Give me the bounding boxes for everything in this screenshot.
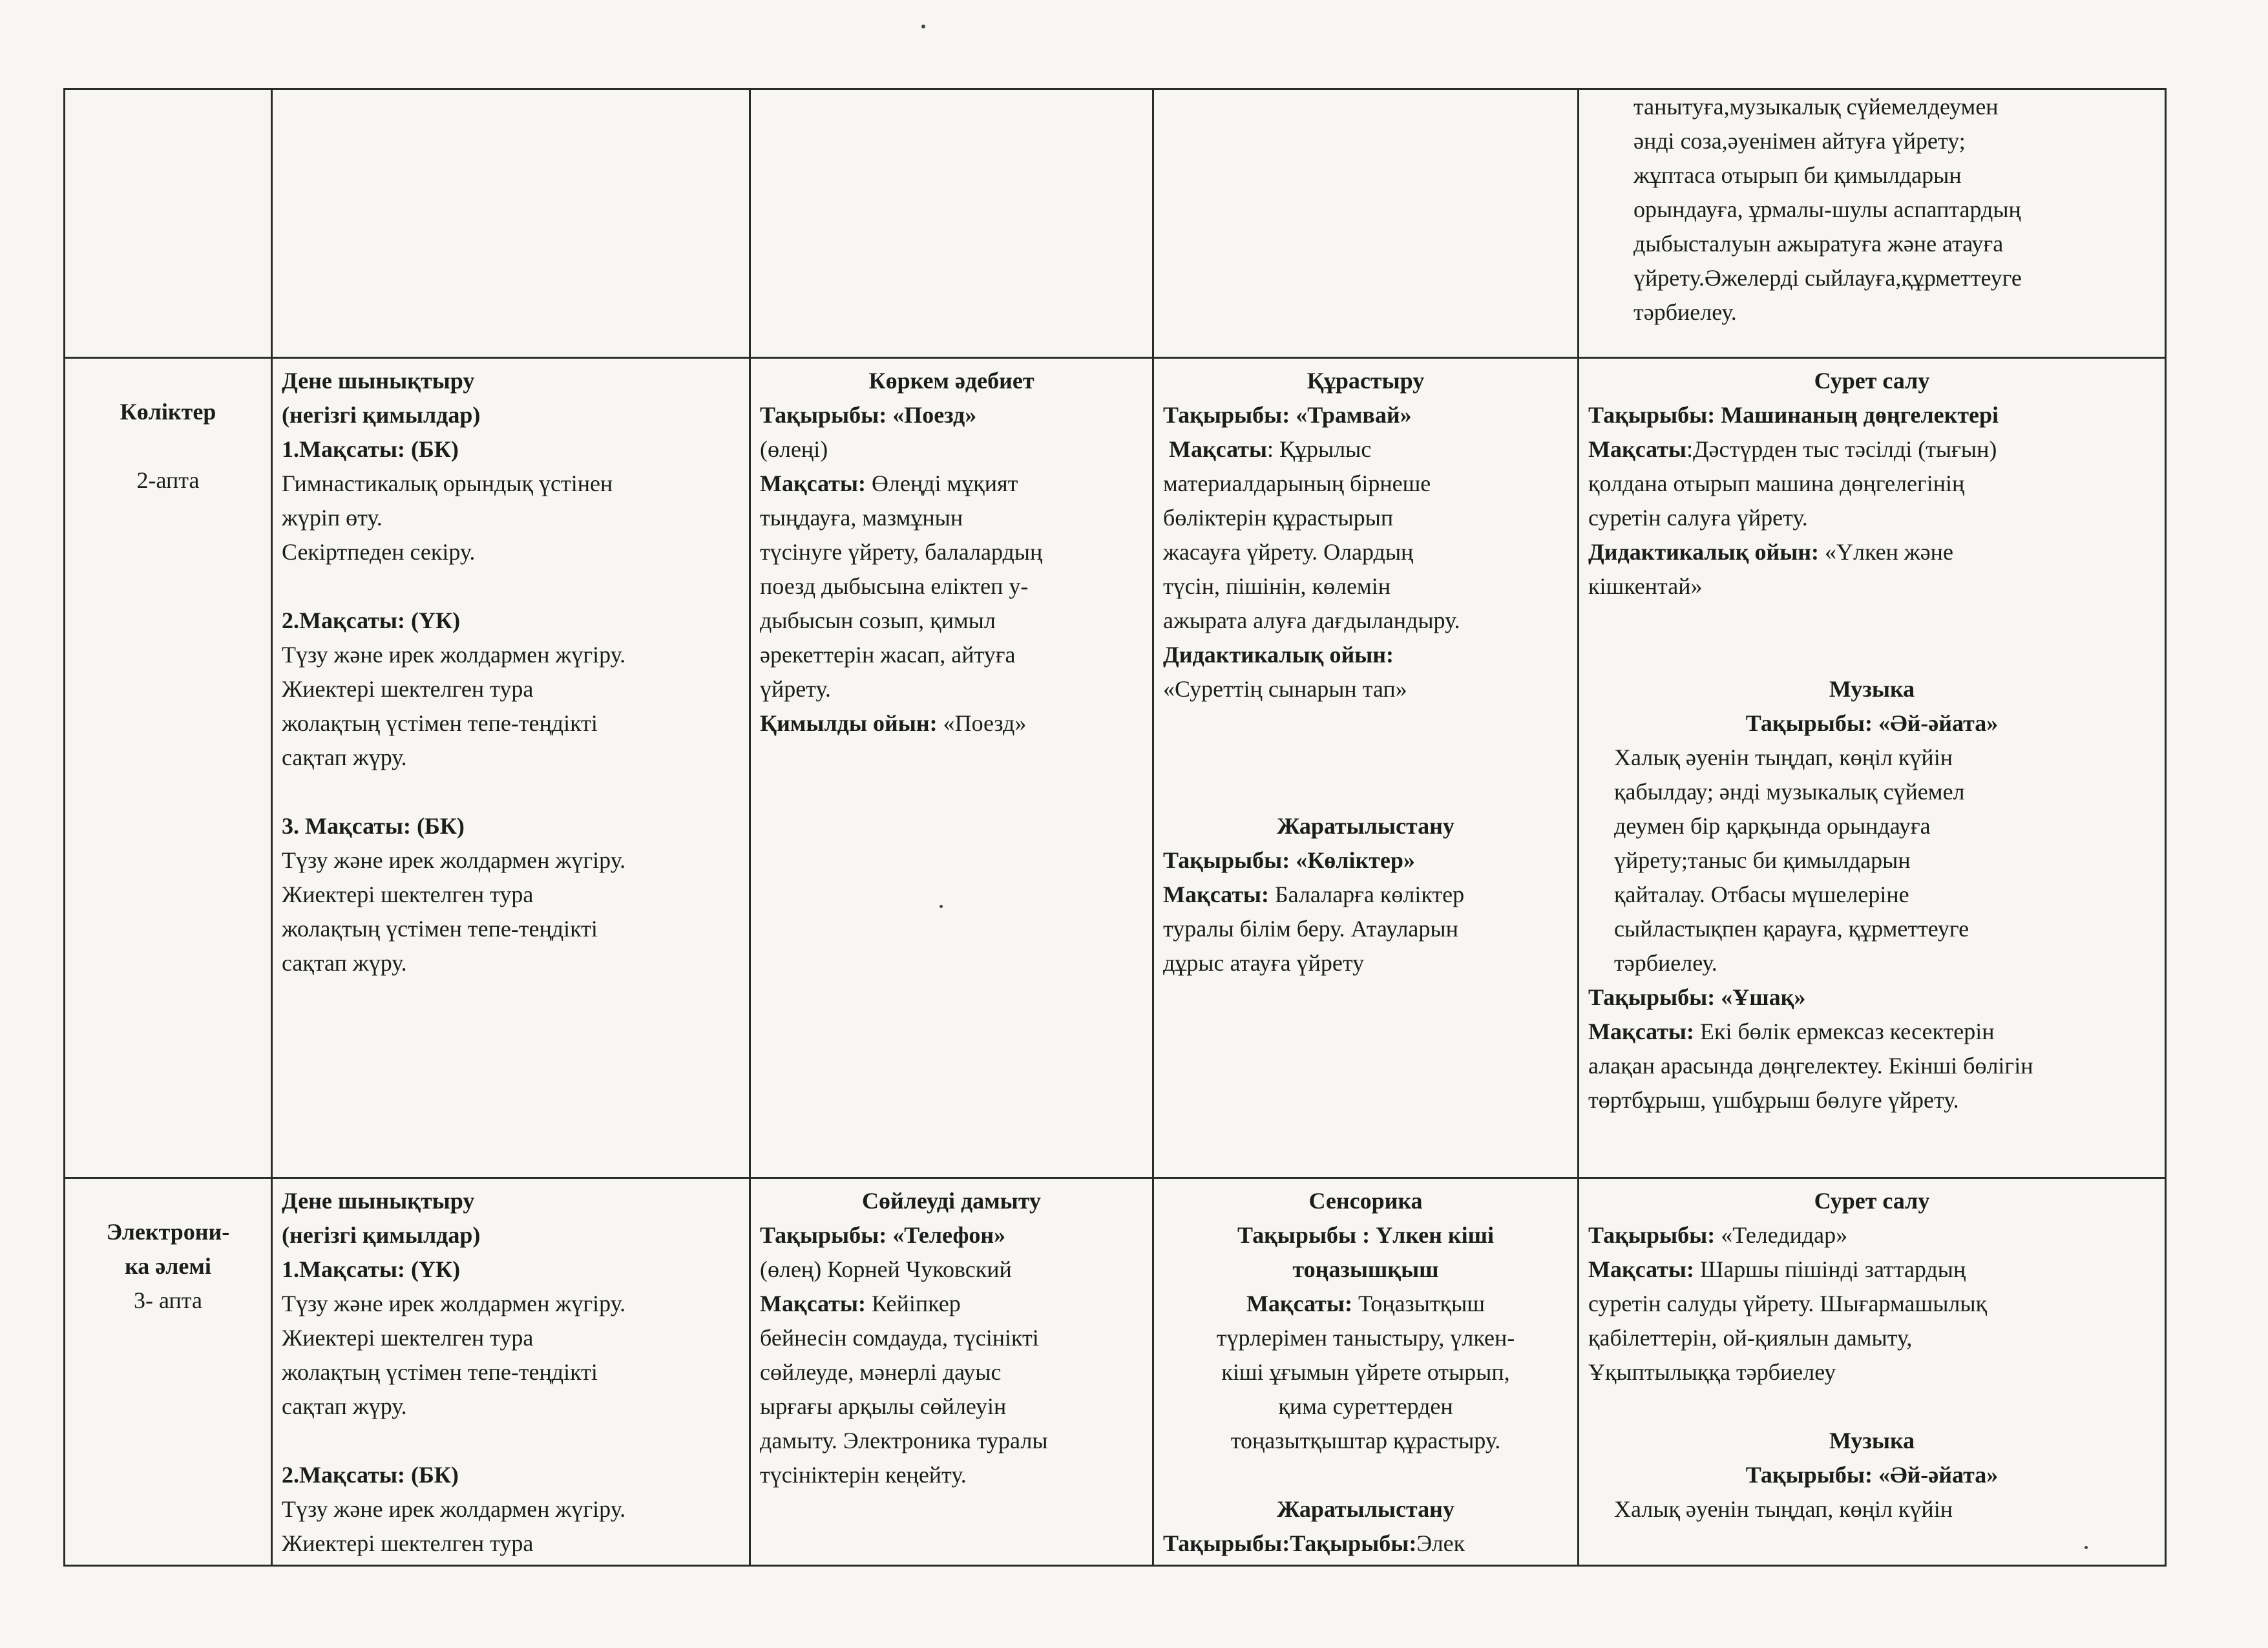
physical-education-cell	[272, 1178, 750, 1566]
topic-value: «Трамвай»	[1290, 402, 1412, 428]
topic-label: Тақырыбы:	[1588, 1222, 1716, 1248]
text-line: қолдана отырып машина дөңгелегінің	[1588, 470, 1965, 496]
text-line: Жиектері шектелген тура	[282, 882, 534, 907]
text-line: сақтап жүру.	[282, 950, 407, 976]
goal-label: Мақсаты:	[1246, 1291, 1352, 1316]
text-line: түсініктерін кеңейту.	[760, 1462, 967, 1488]
drawing-music-cell	[1579, 1178, 2166, 1566]
week-title: ка әлемі	[125, 1253, 211, 1279]
construction-cell	[1153, 358, 1579, 1178]
text-line: алақан арасында дөңгелектеу. Екінші бөлігін	[1588, 1053, 2033, 1079]
text-line: үйрету.	[760, 676, 831, 702]
text-line: сақтап жүру.	[282, 745, 407, 770]
goal-text: :Дәстүрден тыс тәсілді (тығын)	[1686, 436, 1997, 462]
music-continuation-cell	[1579, 89, 2166, 358]
game-value: «Поезд»	[937, 710, 1027, 736]
text-line: Жиектері шектелген тура	[282, 1530, 534, 1556]
text-line: қабілеттерін, ой-қиялын дамыту,	[1588, 1325, 1913, 1351]
lesson-plan-table	[63, 88, 2167, 1567]
text-line: Жиектері шектелген тура	[282, 676, 534, 702]
game-value: «Суреттің сынарын тап»	[1163, 676, 1407, 702]
text-line: суретін салуды үйрету. Шығармашылық	[1588, 1291, 1988, 1316]
text-line: Түзу және ирек жолдармен жүгіру.	[282, 1496, 626, 1522]
scan-speck	[921, 25, 925, 28]
subject-title: Сурет салу	[1814, 1188, 1930, 1214]
goal-label: Мақсаты:	[1588, 1019, 1694, 1044]
table-row	[65, 1178, 2166, 1566]
game-label: Дидактикалық ойын:	[1163, 642, 1394, 668]
text-line: ырғағы арқылы сөйлеуін	[760, 1393, 1007, 1419]
table-row	[65, 89, 2166, 358]
week-title: Электрони-	[106, 1219, 230, 1245]
text-line: сыйластықпен қарауға, құрметтеуге	[1614, 916, 1969, 942]
week-number: 2-апта	[136, 467, 200, 493]
topic-label: Тақырыбы:	[1588, 402, 1716, 428]
text-line: сақтап жүру.	[282, 1393, 407, 1419]
topic-value: Тақырыбы : Үлкен кіші	[1237, 1222, 1495, 1248]
goal-heading: 1.Мақсаты: (ҮК)	[282, 1256, 461, 1282]
subject-subtitle: (негізгі қимылдар)	[282, 1222, 481, 1248]
topic-value: тоңазышқыш	[1292, 1256, 1439, 1282]
text-line: қайталау. Отбасы мүшелеріне	[1614, 882, 1909, 907]
text-line: үйрету.Әжелерді сыйлауға,құрметтеуге	[1633, 265, 2022, 291]
text-line: дамыту. Электроника туралы	[760, 1428, 1048, 1453]
text-line: түсін, пішінін, көлемін	[1163, 573, 1391, 599]
physical-education-cell	[272, 358, 750, 1178]
week-cell-empty	[65, 89, 272, 358]
goal-text: Кейіпкер	[866, 1291, 961, 1316]
text-line: туралы білім беру. Атауларын	[1163, 916, 1458, 942]
text-line: бөліктерін құрастырып	[1163, 505, 1394, 531]
text-line: әрекеттерін жасап, айтуға	[760, 642, 1016, 668]
goal-text: Тоңазытқыш	[1352, 1291, 1486, 1316]
goal-label: Мақсаты	[1169, 436, 1267, 462]
drawing-music-cell	[1579, 358, 2166, 1178]
text-line: тыңдауға, мазмұнын	[760, 505, 963, 531]
subject-title: Көркем әдебиет	[868, 368, 1034, 394]
text-line: әнді соза,әуенімен айтуға үйрету;	[1633, 128, 1966, 154]
goal-label: Мақсаты:	[1163, 882, 1269, 907]
goal-text: Шаршы пішінді заттардың	[1694, 1256, 1966, 1282]
text-line: дыбысталуын ажыратуға және атауға	[1633, 231, 2004, 257]
topic-label: Тақырыбы:	[1163, 402, 1290, 428]
game-value-cont: кішкентай»	[1588, 573, 1703, 599]
subject-title: Жаратылыстану	[1277, 1496, 1454, 1522]
text-line: Халық әуенін тыңдап, көңіл күйін	[1614, 1496, 1953, 1522]
text-line: тәрбиелеу.	[1614, 950, 1717, 976]
text-line: Ұқыптылыққа тәрбиелеу	[1588, 1359, 1836, 1385]
goal-text: Өлеңді мұқият	[866, 470, 1018, 496]
week-cell	[65, 1178, 272, 1566]
subject-title: Музыка	[1829, 1428, 1915, 1453]
text-line: тәрбиелеу.	[1633, 299, 1737, 325]
text-line: Секіртпеден секіру.	[282, 539, 476, 565]
text-line: түрлерімен таныстыру, үлкен-	[1216, 1325, 1515, 1351]
topic-value: «Теледидар»	[1715, 1222, 1848, 1248]
goal-heading: 2.Мақсаты: (БК)	[282, 1462, 459, 1488]
goal-text: : Құрылыс	[1267, 436, 1372, 462]
subject-title: Дене шынықтыру	[282, 368, 475, 394]
goal-label: Мақсаты:	[1588, 1256, 1694, 1282]
text-line: дұрыс атауға үйрету	[1163, 950, 1365, 976]
text-line: жасауға үйрету. Олардың	[1163, 539, 1414, 565]
subject-title: Дене шынықтыру	[282, 1188, 475, 1214]
topic-value: Тақырыбы: «Әй-әйата»	[1745, 710, 1999, 736]
topic-note: (өлеңі)	[760, 436, 828, 462]
topic-value: «Поезд»	[887, 402, 977, 428]
goal-text: Балаларға көліктер	[1269, 882, 1465, 907]
subject-title: Құрастыру	[1307, 368, 1425, 394]
text-line: сөйлеуде, мәнерлі дауыс	[760, 1359, 1002, 1385]
goal-text: Екі бөлік ермексаз кесектерін	[1694, 1019, 1995, 1044]
text-line: жұптаса отырып би қимылдарын	[1633, 162, 1962, 188]
subject-title: Сенсорика	[1308, 1188, 1423, 1214]
goal-label: Мақсаты:	[760, 1291, 866, 1316]
text-line: қабылдау; әнді музыкалық сүйемел	[1614, 779, 1965, 805]
goal-heading: 1.Мақсаты: (БК)	[282, 436, 459, 462]
topic-note: (өлең) Корней Чуковский	[760, 1256, 1012, 1282]
game-label: Дидактикалық ойын:	[1588, 539, 1820, 565]
topic-value: Тақырыбы: «Ұшақ»	[1588, 984, 1806, 1010]
topic-value: Машинаның дөңгелектері	[1715, 402, 1999, 428]
text-line: жолақтың үстімен тепе-теңдікті	[282, 710, 598, 736]
cell-empty	[750, 89, 1153, 358]
topic-label: Тақырыбы:	[760, 402, 887, 428]
text-line: төртбұрыш, үшбұрыш бөлуге үйрету.	[1588, 1087, 1959, 1113]
text-line: суретін салуға үйрету.	[1588, 505, 1808, 531]
sensorics-cell	[1153, 1178, 1579, 1566]
literature-cell	[750, 358, 1153, 1178]
topic-value: Тақырыбы: «Әй-әйата»	[1745, 1462, 1999, 1488]
text-line: жүріп өту.	[282, 505, 383, 531]
text-line: деумен бір қарқында орындауға	[1614, 813, 1931, 839]
goal-label: Мақсаты:	[760, 470, 866, 496]
week-number: 3- апта	[134, 1287, 202, 1313]
text-line: тоңазытқыштар құрастыру.	[1230, 1428, 1501, 1453]
text-line: Халық әуенін тыңдап, көңіл күйін	[1614, 745, 1953, 770]
text-line: ажырата алуға дағдыландыру.	[1163, 607, 1460, 633]
text-line: поезд дыбысына еліктеп у-	[760, 573, 1029, 599]
week-cell	[65, 358, 272, 1178]
text-line: кіші ұғымын үйрете отырып,	[1221, 1359, 1510, 1385]
subject-title: Жаратылыстану	[1277, 813, 1454, 839]
goal-label: Мақсаты	[1588, 436, 1686, 462]
subject-title: Сөйлеуді дамыту	[861, 1188, 1041, 1214]
goal-heading: 2.Мақсаты: (ҮК)	[282, 607, 461, 633]
topic-label: Тақырыбы:	[1163, 847, 1290, 873]
scan-speck	[2084, 1546, 2088, 1549]
text-line: Гимнастикалық орындық үстінен	[282, 470, 613, 496]
text-line: материалдарының бірнеше	[1163, 470, 1431, 496]
scan-speck	[940, 905, 943, 908]
speech-development-cell	[750, 1178, 1153, 1566]
text-line: Жиектері шектелген тура	[282, 1325, 534, 1351]
text-line: бейнесін сомдауда, түсінікті	[760, 1325, 1039, 1351]
goal-heading: 3. Мақсаты: (БК)	[282, 813, 465, 839]
cell-empty	[1153, 89, 1579, 358]
subject-title: Сурет салу	[1814, 368, 1930, 394]
game-label: Қимылды ойын:	[760, 710, 938, 736]
text-line: түсінуге үйрету, балалардың	[760, 539, 1043, 565]
text-line: Түзу және ирек жолдармен жүгіру.	[282, 847, 626, 873]
text-line: үйрету;таныс би қимылдарын	[1614, 847, 1911, 873]
topic-value: «Көліктер»	[1290, 847, 1415, 873]
topic-label: Тақырыбы:Тақырыбы:	[1163, 1530, 1417, 1556]
topic-label: Тақырыбы:	[760, 1222, 887, 1248]
subject-title: Музыка	[1829, 676, 1915, 702]
text-line: қима суреттерден	[1278, 1393, 1453, 1419]
topic-value: Элек	[1416, 1530, 1465, 1556]
text-line: Түзу және ирек жолдармен жүгіру.	[282, 642, 626, 668]
subject-subtitle: (негізгі қимылдар)	[282, 402, 481, 428]
text-line: дыбысын созып, қимыл	[760, 607, 996, 633]
text-line: орындауға, ұрмалы-шулы аспаптардың	[1633, 196, 2021, 222]
text-line: жолақтың үстімен тепе-теңдікті	[282, 1359, 598, 1385]
text-line: танытуға,музыкалық сүйемелдеумен	[1633, 94, 1999, 120]
text-line: Түзу және ирек жолдармен жүгіру.	[282, 1291, 626, 1316]
cell-empty	[272, 89, 750, 358]
text-line: жолақтың үстімен тепе-теңдікті	[282, 916, 598, 942]
game-value: «Үлкен және	[1819, 539, 1953, 565]
week-title: Көліктер	[120, 399, 216, 425]
table-row	[65, 358, 2166, 1178]
topic-value: «Телефон»	[887, 1222, 1006, 1248]
